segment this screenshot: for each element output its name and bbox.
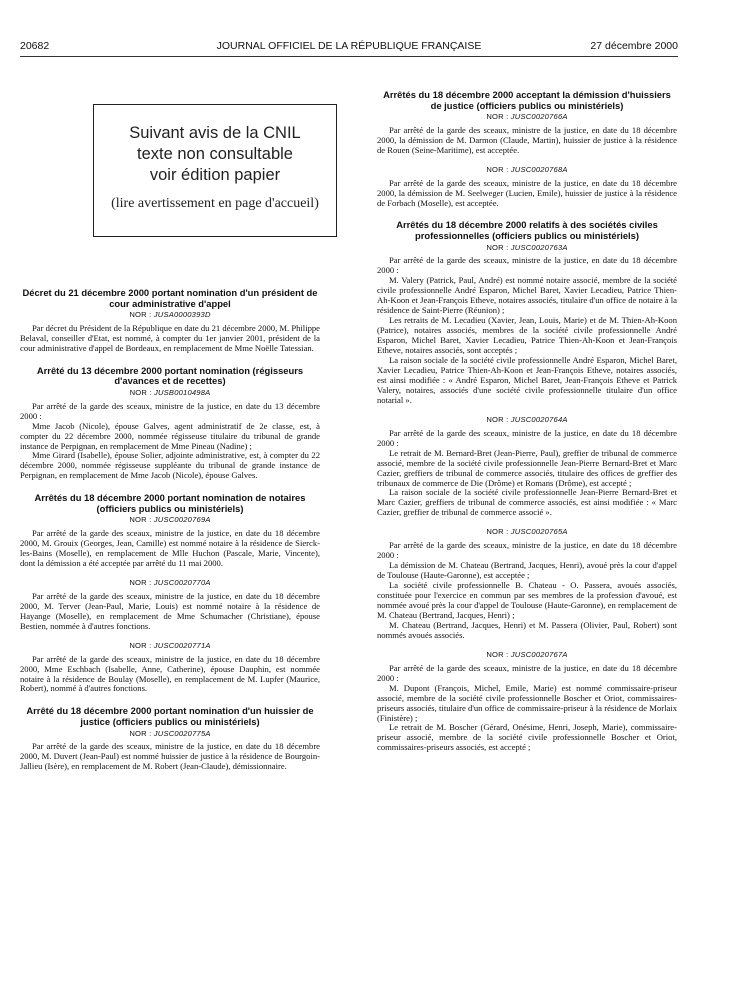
- paragraph: Par arrêté de la garde des sceaux, ministre de la justice, en date du 18 décembre 2000, M. Grouix (Georges, Jean, Camille) est nommé notaire à la résidence de Sierck-les-Bains (Moselle), en remplacement de Mlle Huchon (Pascale, Marie, Vincente), dont la démission a été acceptée par arrêté du 11 mai 2000.: [20, 528, 320, 569]
- paragraph: Par arrêté de la garde des sceaux, ministre de la justice, en date du 18 décembre 2000 :: [377, 427, 677, 448]
- section-title: Arrêté du 18 décembre 2000 portant nomination d'un huissier de justice (officiers publics ou ministériels): [26, 705, 314, 727]
- paragraph: Le retrait de M. Boscher (Gérard, Onésime, Henri, Joseph, Marie), commissaire-priseur associé, membre de la société civile professionnelle Boscher et Oriot, commissaires-priseurs associés, est accepté ;: [377, 722, 677, 753]
- nor-reference: NOR : JUSC0020763A: [486, 242, 568, 252]
- cnil-line-3: voir édition papier: [149, 166, 281, 184]
- section-title: Arrêtés du 18 décembre 2000 acceptant la démission d'huissiers de justice (officiers publics ou ministériels): [383, 89, 671, 111]
- section-title: Arrêtés du 18 décembre 2000 relatifs à des sociétés civiles professionnelles (officiers publics ou ministériels): [396, 219, 658, 241]
- nor-reference: NOR : JUSC0020771A: [129, 640, 211, 650]
- paragraph: Par arrêté de la garde des sceaux, ministre de la justice, en date du 18 décembre 2000 :: [377, 662, 677, 683]
- nor-reference: NOR : JUSC0020770A: [129, 578, 211, 588]
- paragraph: La société civile professionnelle B. Chateau - O. Passera, avoués associés, constituée pour l'exercice en commun par ses membres de la profession d'avoué, est nommée avoué près la cour d'appel de Toulouse (Haute-Garonne), en remplacement de M. Chateau (Bertrand, Jacques, Henri) ;: [377, 580, 677, 620]
- paragraph: Par décret du Président de la République en date du 21 décembre 2000, M. Philippe Belaval, conseiller d'Etat, est nommé, à compter du 1er janvier 2001, président de la cour administrative d'appel de Bordeaux, en remplacement de Mme Noëlle Tatessian.: [20, 322, 320, 353]
- paragraph: Par arrêté de la garde des sceaux, ministre de la justice, en date du 18 décembre 2000 :: [377, 255, 677, 276]
- paragraph: Le retrait de M. Bernard-Bret (Jean-Pierre, Paul), greffier de tribunal de commerce associé, membre de la société civile professionnelle Jean-Pierre Bernard-Bret et Marc Cazier, greffiers de tribunal de commerce associés, titulaire des offices de greffier des tribunaux de commerce de Die (Drôme) et Romans (Drôme), est accepté ;: [377, 447, 677, 488]
- nor-reference: NOR : JUSB0010498A: [129, 387, 211, 397]
- paragraph: La démission de M. Chateau (Bertrand, Jacques, Henri), avoué près la cour d'appel de Toulouse (Haute-Garonne), est acceptée ;: [377, 560, 677, 581]
- nor-reference: NOR : JUSC0020767A: [486, 649, 568, 659]
- section-societes-civiles: [377, 220, 677, 753]
- page-header: [20, 40, 678, 54]
- journal-title: JOURNAL OFFICIEL DE LA RÉPUBLIQUE FRANÇAISE: [216, 40, 482, 52]
- publication-date: 27 décembre 2000: [590, 40, 678, 52]
- section-decret-21-dec: [20, 288, 320, 354]
- page-number: 20682: [20, 40, 50, 52]
- section-title: Arrêtés du 18 décembre 2000 portant nomination de notaires (officiers publics ou ministériels): [34, 492, 306, 514]
- paragraph: Mme Girard (Isabelle), épouse Solier, adjointe administrative, est, à compter du 22 décembre 2000, nommée régisseuse suppléante du tribunal de grande instance de Perpignan, en remplacement de Mme Jacob (Nicole), épouse Galves.: [20, 450, 320, 481]
- paragraph: Par arrêté de la garde des sceaux, ministre de la justice, en date du 18 décembre 2000, Mme Eschbach (Isabelle, Anne, Catherine), épouse Dauphin, est nommée notaire à la résidence de Boulay (Moselle), en remplacement de M. Lupfer (Maurice, Robert), nommé à d'autres fonctions.: [20, 653, 320, 694]
- section-title: Décret du 21 décembre 2000 portant nomination d'un président de cour administrative d'appel: [22, 287, 318, 309]
- left-column: [20, 288, 320, 772]
- paragraph: Les retraits de M. Lecadieu (Xavier, Jean, Louis, Marie) et de M. Thien-Ah-Koon (Patrice), notaires associés, membres de la société civile professionnelle André Esparon, Michel Baret, Xavier Lecadieu, Patrice Thien-Ah-Koon et Jean-François Etheve, notaires associés, sont acceptés ;: [377, 315, 677, 356]
- paragraph: Par arrêté de la garde des sceaux, ministre de la justice, en date du 18 décembre 2000, M. Terver (Jean-Paul, Marie, Louis) est nommé notaire à la résidence de Hayange (Moselle), en remplacement de Mme Schumacher (Christiane), épouse Bestien, nommée à d'autres fonctions.: [20, 590, 320, 631]
- nor-reference: NOR : JUSC0020764A: [486, 414, 568, 424]
- paragraph: M. Valery (Patrick, Paul, André) est nommé notaire associé, membre de la société civile professionnelle André Esparon, Michel Baret, Xavier Lecadieu, Patrice Thien-Ah-Koon et Jean-François Etheve, notaires associés, titulaire d'un office de notaire à la résidence de Saint-Pierre (Réunion) ;: [377, 275, 677, 316]
- header-rule: [20, 56, 678, 57]
- paragraph: Par arrêté de la garde des sceaux, ministre de la justice, en date du 18 décembre 2000, M. Duvert (Jean-Paul) est nommé huissier de justice à la résidence de Bourgoin-Jallieu (Isère), en remplacement de M. Robert (Jean-Claude), démissionnaire.: [20, 741, 320, 772]
- paragraph: La raison sociale de la société civile professionnelle Jean-Pierre Bernard-Bret et Marc Cazier, greffiers de tribunal de commerce associés, est ainsi modifiée : « Marc Cazier, greffier de tribunal de commerce associé ».: [377, 487, 677, 518]
- section-arrete-13-dec: [20, 366, 320, 482]
- section-demission-huissiers: [377, 90, 677, 208]
- cnil-line-4: (lire avertissement en page d'accueil): [111, 196, 319, 211]
- nor-reference: NOR : JUSC0020769A: [129, 515, 211, 525]
- paragraph: Mme Jacob (Nicole), épouse Galves, agent administratif de 2e classe, est, à compter du 22 décembre 2000, nommée régisseuse titulaire du tribunal de grande instance de Perpignan, en remplacement de Mme Pineau (Nadine) ;: [20, 420, 320, 451]
- nor-reference: NOR : JUSC0020765A: [486, 527, 568, 537]
- paragraph: La raison sociale de la société civile professionnelle André Esparon, Michel Baret, Xavier Lecadieu, Patrice Thien-Ah-Koon et Jean-François Etheve, notaires associés, est ainsi modifiée : « André Esparon, Michel Baret, Jean-François Etheve et Patrick Valery, notaires, associés d'une société civile professionnelle titulaire d'un office notarial ».: [377, 355, 677, 405]
- nor-reference: NOR : JUSC0020766A: [486, 112, 568, 122]
- cnil-notice-box: [93, 104, 337, 237]
- section-huissier: [20, 706, 320, 772]
- section-notaires: [20, 493, 320, 694]
- section-title: Arrêté du 13 décembre 2000 portant nomination (régisseurs d'avances et de recettes): [36, 364, 304, 387]
- paragraph: Par arrêté de la garde des sceaux, ministre de la justice, en date du 18 décembre 2000, la démission de M. Darmon (Claude, Martin), huissier de justice à la résidence de Rouen (Seine-Maritime), est acceptée.: [377, 124, 677, 155]
- nor-reference: NOR : JUSA0000393D: [129, 310, 211, 320]
- right-column: [377, 90, 677, 753]
- paragraph: M. Chateau (Bertrand, Jacques, Henri) et M. Passera (Olivier, Paul, Robert) sont nommés avoués associés.: [377, 619, 677, 640]
- paragraph: Par arrêté de la garde des sceaux, ministre de la justice, en date du 13 décembre 2000 :: [20, 400, 320, 421]
- nor-reference: NOR : JUSC0020768A: [486, 164, 568, 174]
- cnil-line-2: texte non consultable: [137, 145, 293, 163]
- cnil-line-1: Suivant avis de la CNIL: [129, 124, 301, 142]
- paragraph: M. Dupont (François, Michel, Emile, Marie) est nommé commissaire-priseur associé, membre de la société civile professionnelle Boscher et Oriot, commissaires-priseurs associés, titulaire d'un office de commissaire-priseur à la résidence de Morlaix (Finistère) ;: [377, 682, 677, 723]
- nor-reference: NOR : JUSC0020775A: [129, 728, 211, 738]
- paragraph: Par arrêté de la garde des sceaux, ministre de la justice, en date du 18 décembre 2000 :: [377, 540, 677, 561]
- paragraph: Par arrêté de la garde des sceaux, ministre de la justice, en date du 18 décembre 2000, la démission de M. Seelweger (Lucien, Emile), huissier de justice à la résidence de Forbach (Moselle), est acceptée.: [377, 177, 677, 208]
